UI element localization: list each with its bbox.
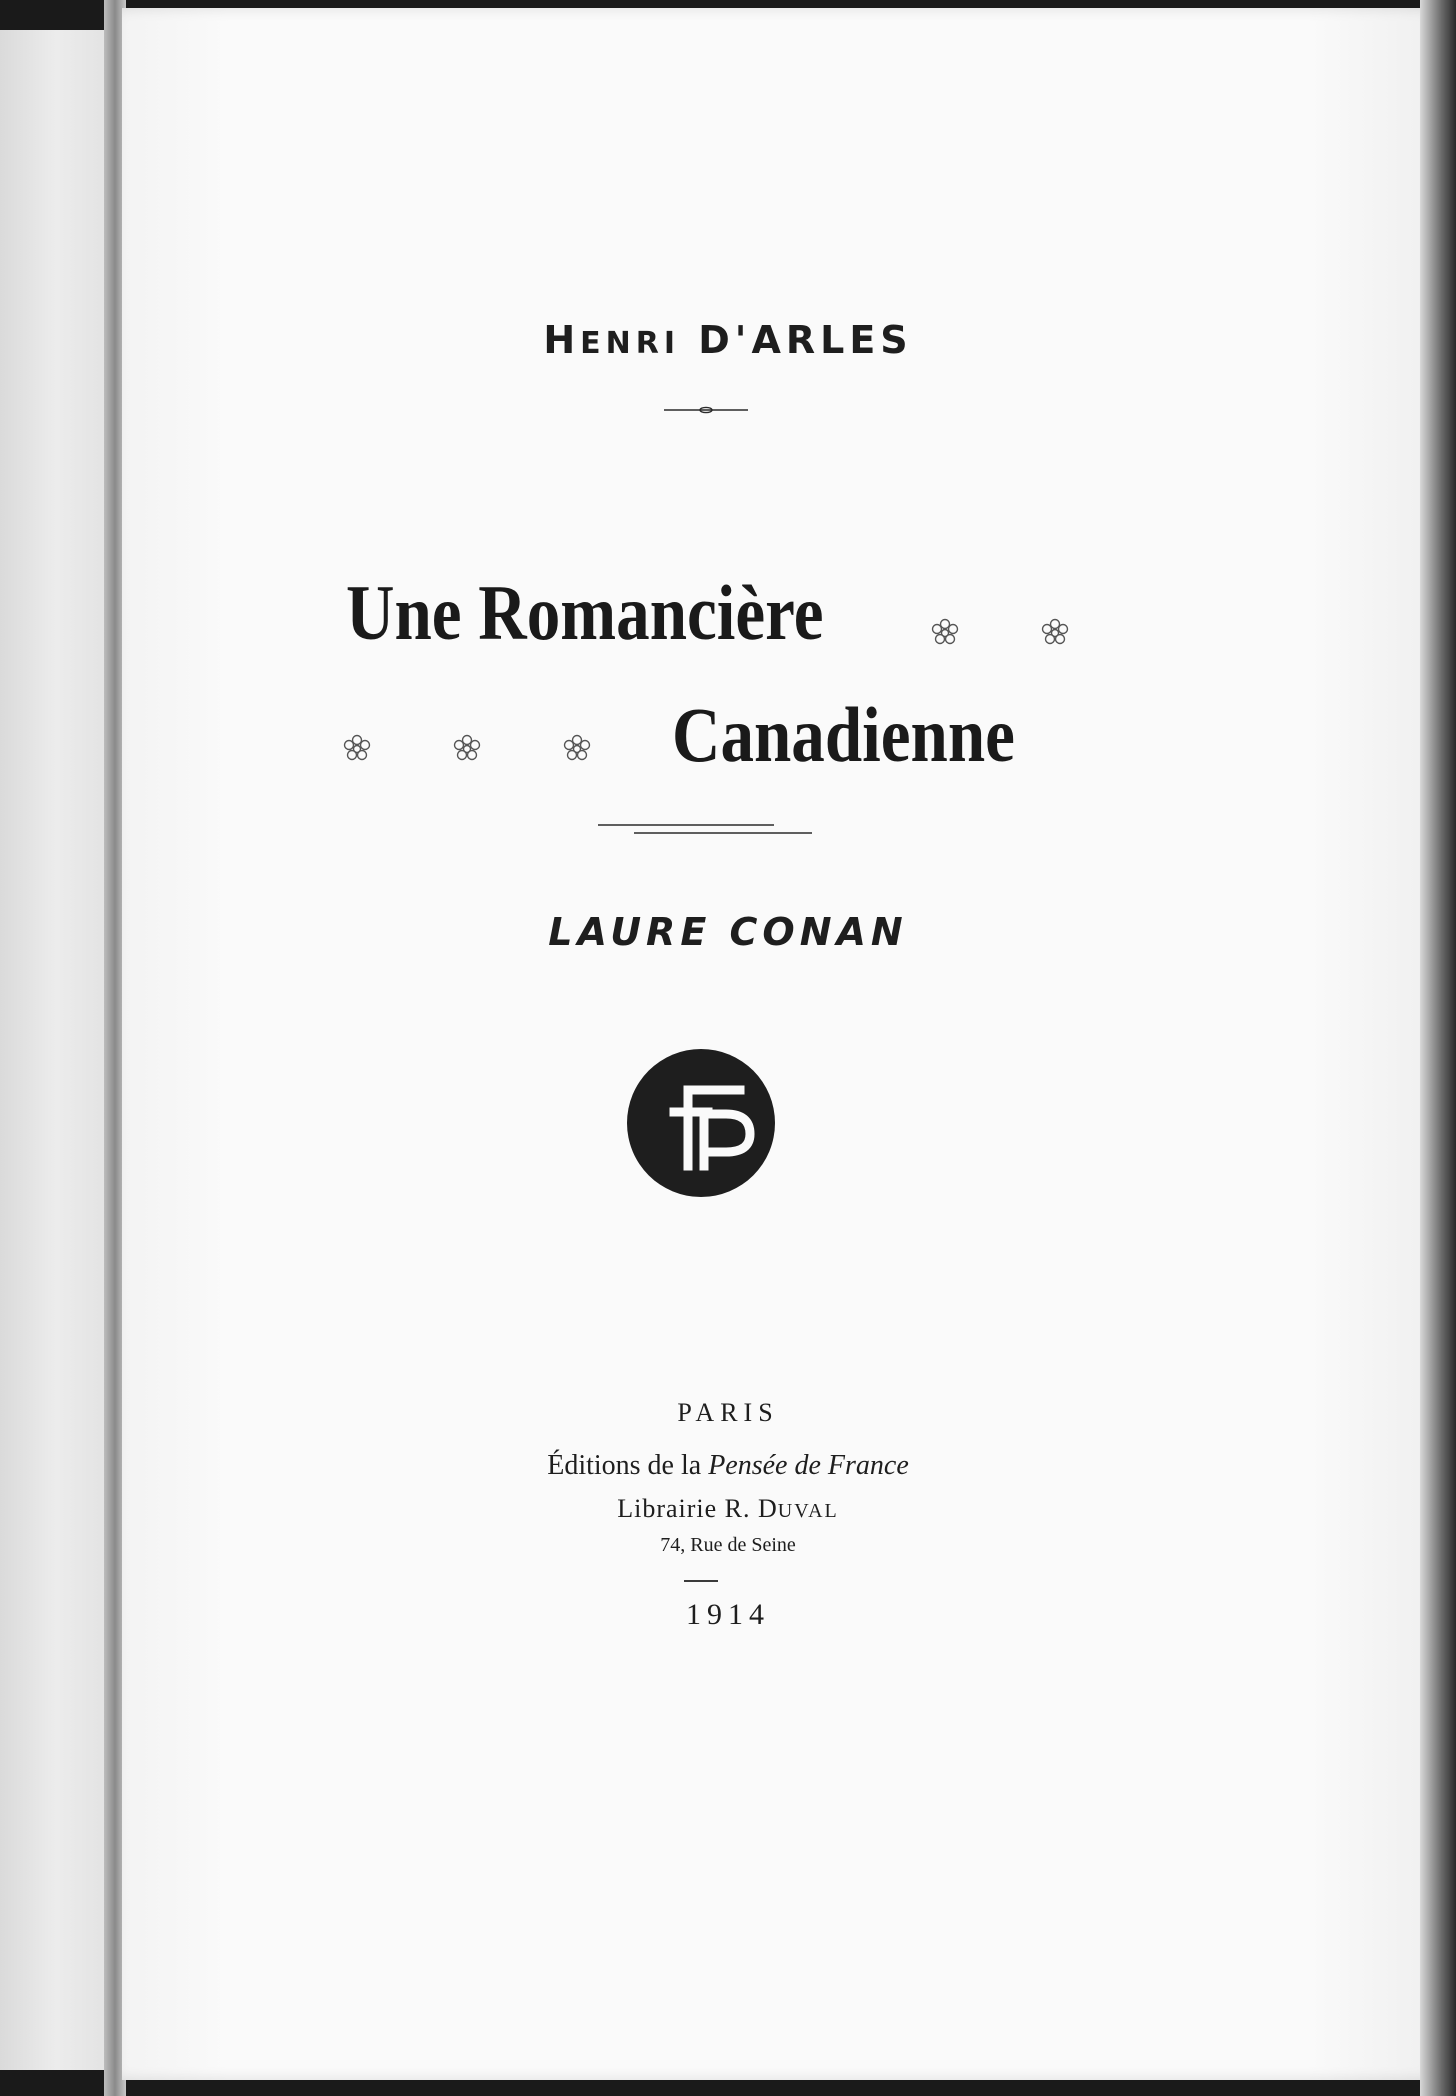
imprint-year: 1914 xyxy=(686,1598,770,1631)
imprint-city: PARIS xyxy=(677,1398,779,1427)
author-name xyxy=(0,318,1456,362)
library-prefix: Librairie R. D xyxy=(617,1494,778,1523)
author-first-rest: ENRI xyxy=(580,326,681,361)
imprint-address: 74, Rue de Seine xyxy=(660,1534,796,1556)
title-line-1: Une Romancière xyxy=(346,569,824,656)
publisher-name: Pensée de France xyxy=(708,1450,909,1481)
rosette-icon xyxy=(340,732,374,766)
publisher-prefix: Éditions de la xyxy=(547,1450,709,1481)
double-rule-divider xyxy=(598,822,812,836)
subject-name: LAURE CONAN xyxy=(548,910,908,954)
fleuron-ornament xyxy=(664,406,748,414)
short-rule-divider xyxy=(684,1580,718,1582)
library-name-smallcaps: UVAL xyxy=(777,1500,839,1522)
rosette-icon xyxy=(1038,616,1072,650)
title-line-2: Canadienne xyxy=(672,691,1015,778)
author-last-name: D'ARLES xyxy=(698,318,913,362)
author-first-initial: H xyxy=(543,318,581,362)
imprint-publisher xyxy=(0,1450,1456,1482)
right-page-shadow xyxy=(1420,0,1456,2096)
rosette-icon xyxy=(450,732,484,766)
imprint-library xyxy=(0,1494,1456,1524)
publisher-logo-icon xyxy=(626,1048,776,1198)
rosette-icon xyxy=(928,616,962,650)
rosette-icon xyxy=(560,732,594,766)
